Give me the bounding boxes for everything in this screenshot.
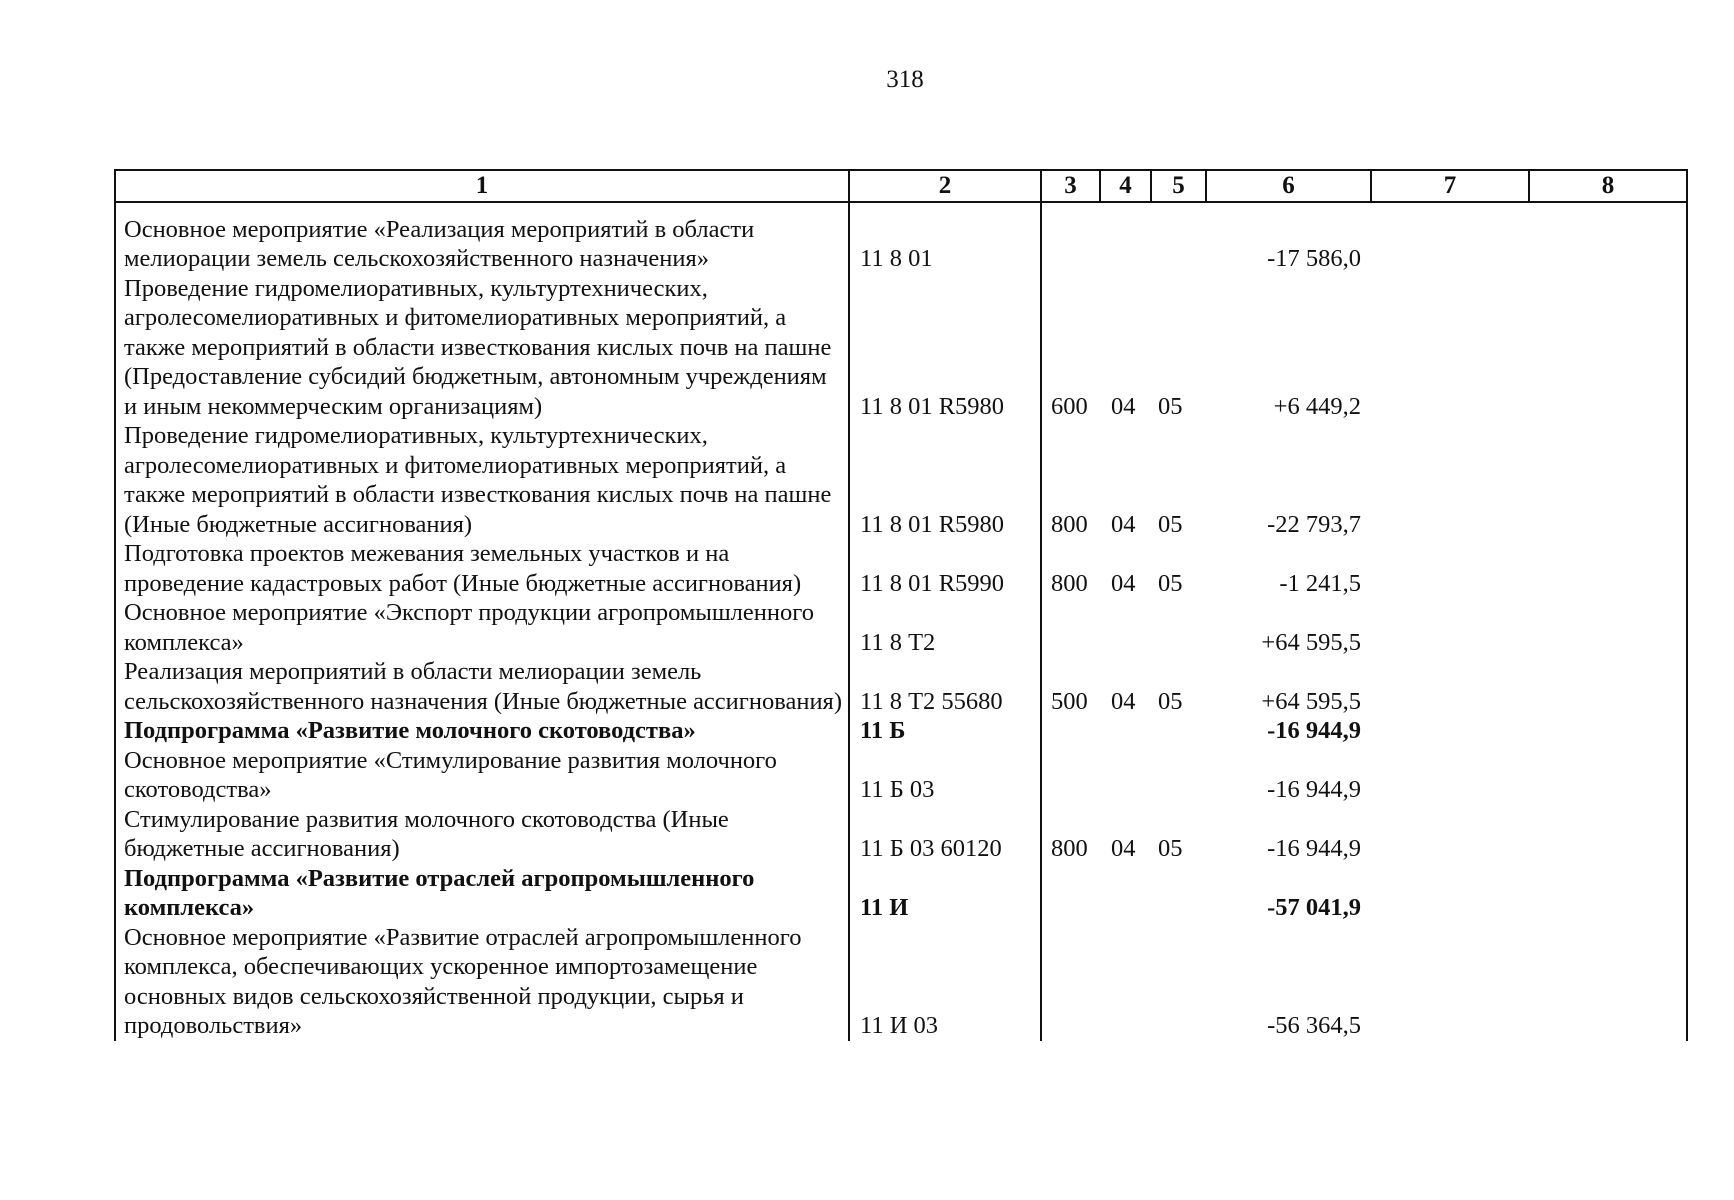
table-row — [115, 746, 1687, 805]
row-code: 11 8 01 R5980 — [849, 421, 1041, 539]
row-col-8 — [1529, 421, 1687, 539]
row-amount: -22 793,7 — [1267, 510, 1361, 538]
row-subsection — [1151, 864, 1206, 923]
row-amount: +64 595,5 — [1261, 628, 1361, 656]
row-col-7 — [1371, 805, 1529, 864]
row-expense-type — [1041, 598, 1100, 657]
row-name: Основное мероприятие «Стимулирование развития молочного скотоводства» — [115, 746, 849, 805]
table-row — [115, 923, 1687, 1041]
row-name: Основное мероприятие «Экспорт продукции агропромышленного комплекса» — [115, 598, 849, 657]
row-col-7 — [1371, 274, 1529, 422]
row-expense-type — [1041, 716, 1100, 746]
row-name: Основное мероприятие «Реализация мероприятий в области мелиорации земель сельскохозяйственного назначения» — [115, 202, 849, 274]
row-col-7 — [1371, 923, 1529, 1041]
row-code: 11 8 01 — [849, 202, 1041, 274]
row-section: 04 — [1111, 687, 1136, 715]
table-row — [115, 716, 1687, 746]
row-subsection: 05 — [1158, 510, 1183, 538]
row-subsection: 05 — [1158, 569, 1183, 597]
table-row — [115, 539, 1687, 598]
row-col-7 — [1371, 539, 1529, 598]
row-col-8 — [1529, 598, 1687, 657]
row-col-7 — [1371, 746, 1529, 805]
row-col-7 — [1371, 202, 1529, 274]
row-col-7 — [1371, 716, 1529, 746]
header-col-4: 4 — [1100, 170, 1151, 202]
row-expense-type: 800 — [1041, 805, 1100, 864]
row-col-7 — [1371, 421, 1529, 539]
table-row — [115, 657, 1687, 716]
row-name: Проведение гидромелиоративных, культуртехнических, агролесомелиоративных и фитомелиоративных мероприятий, а также мероприятий в области известкования кислых почв на пашне (Предоставление субсидий бюджетным, автономным учреждениям и иным некоммерческим организациям) — [115, 274, 849, 422]
row-code: 11 И 03 — [849, 923, 1041, 1041]
header-col-6: 6 — [1206, 170, 1371, 202]
row-name: Подпрограмма «Развитие молочного скотоводства» — [115, 716, 849, 746]
row-expense-type: 800 — [1041, 421, 1100, 539]
table-row — [115, 864, 1687, 923]
table-body — [115, 202, 1687, 1041]
row-section — [1100, 202, 1151, 274]
row-name: Проведение гидромелиоративных, культуртехнических, агролесомелиоративных и фитомелиоративных мероприятий, а также мероприятий в области известкования кислых почв на пашне (Иные бюджетные ассигнования) — [115, 421, 849, 539]
row-col-8 — [1529, 746, 1687, 805]
header-col-7: 7 — [1371, 170, 1529, 202]
row-name: Подпрограмма «Развитие отраслей агропромышленного комплекса» — [115, 864, 849, 923]
table-row — [115, 598, 1687, 657]
row-col-7 — [1371, 864, 1529, 923]
row-amount: -16 944,9 — [1267, 717, 1361, 744]
row-amount: -16 944,9 — [1267, 776, 1361, 803]
row-amount: -56 364,5 — [1267, 1012, 1361, 1039]
row-code: 11 8 Т2 — [849, 598, 1041, 657]
row-code: 11 8 Т2 55680 — [849, 657, 1041, 716]
page-number: 318 — [886, 66, 924, 93]
row-expense-type: 600 — [1041, 274, 1100, 422]
row-col-8 — [1529, 716, 1687, 746]
row-section: 04 — [1111, 835, 1136, 862]
row-subsection — [1151, 202, 1206, 274]
row-amount: -57 041,9 — [1267, 894, 1361, 921]
row-name: Основное мероприятие «Развитие отраслей агропромышленного комплекса, обеспечивающих ускоренное импортозамещение основных видов сельскохозяйственной продукции, сырья и продовольствия» — [115, 923, 849, 1041]
row-col-8 — [1529, 805, 1687, 864]
row-amount: -17 586,0 — [1267, 245, 1361, 272]
row-code: 11 8 01 R5990 — [849, 539, 1041, 598]
row-amount: +6 449,2 — [1273, 392, 1361, 420]
row-col-7 — [1371, 598, 1529, 657]
row-subsection — [1151, 598, 1206, 657]
row-code: 11 Б 03 — [849, 746, 1041, 805]
table-row — [115, 202, 1687, 274]
row-name: Реализация мероприятий в области мелиорации земель сельскохозяйственного назначения (Иные бюджетные ассигнования) — [115, 657, 849, 716]
header-col-3: 3 — [1041, 170, 1100, 202]
row-section — [1100, 716, 1151, 746]
row-amount: -16 944,9 — [1267, 835, 1361, 862]
row-section — [1100, 598, 1151, 657]
row-col-8 — [1529, 202, 1687, 274]
header-col-2: 2 — [849, 170, 1041, 202]
row-col-7 — [1371, 657, 1529, 716]
row-expense-type — [1041, 746, 1100, 805]
row-subsection: 05 — [1158, 392, 1183, 420]
row-section — [1100, 864, 1151, 923]
header-row — [115, 170, 1687, 202]
row-subsection: 05 — [1158, 687, 1183, 715]
row-col-8 — [1529, 923, 1687, 1041]
row-code: 11 8 01 R5980 — [849, 274, 1041, 422]
header-col-5: 5 — [1151, 170, 1206, 202]
row-code: 11 И — [849, 864, 1041, 923]
row-section: 04 — [1111, 510, 1136, 538]
row-col-8 — [1529, 539, 1687, 598]
row-subsection: 05 — [1158, 835, 1183, 862]
row-expense-type: 500 — [1041, 657, 1100, 716]
row-name: Подготовка проектов межевания земельных участков и на проведение кадастровых работ (Иные бюджетные ассигнования) — [115, 539, 849, 598]
row-section: 04 — [1111, 392, 1136, 420]
table-row — [115, 274, 1687, 422]
row-amount: -1 241,5 — [1279, 569, 1361, 597]
row-section — [1100, 746, 1151, 805]
row-expense-type — [1041, 864, 1100, 923]
table-row — [115, 421, 1687, 539]
row-section — [1100, 923, 1151, 1041]
row-expense-type: 800 — [1041, 539, 1100, 598]
header-col-1: 1 — [115, 170, 849, 202]
header-col-8: 8 — [1529, 170, 1687, 202]
row-expense-type — [1041, 923, 1100, 1041]
table-row — [115, 805, 1687, 864]
row-expense-type — [1041, 202, 1100, 274]
budget-table — [114, 169, 1688, 1041]
row-subsection — [1151, 716, 1206, 746]
row-subsection — [1151, 923, 1206, 1041]
row-amount: +64 595,5 — [1261, 687, 1361, 715]
row-name: Стимулирование развития молочного скотоводства (Иные бюджетные ассигнования) — [115, 805, 849, 864]
row-code: 11 Б 03 60120 — [849, 805, 1041, 864]
row-subsection — [1151, 746, 1206, 805]
row-code: 11 Б — [849, 716, 1041, 746]
row-col-8 — [1529, 657, 1687, 716]
row-section: 04 — [1111, 569, 1136, 597]
row-col-8 — [1529, 864, 1687, 923]
row-col-8 — [1529, 274, 1687, 422]
